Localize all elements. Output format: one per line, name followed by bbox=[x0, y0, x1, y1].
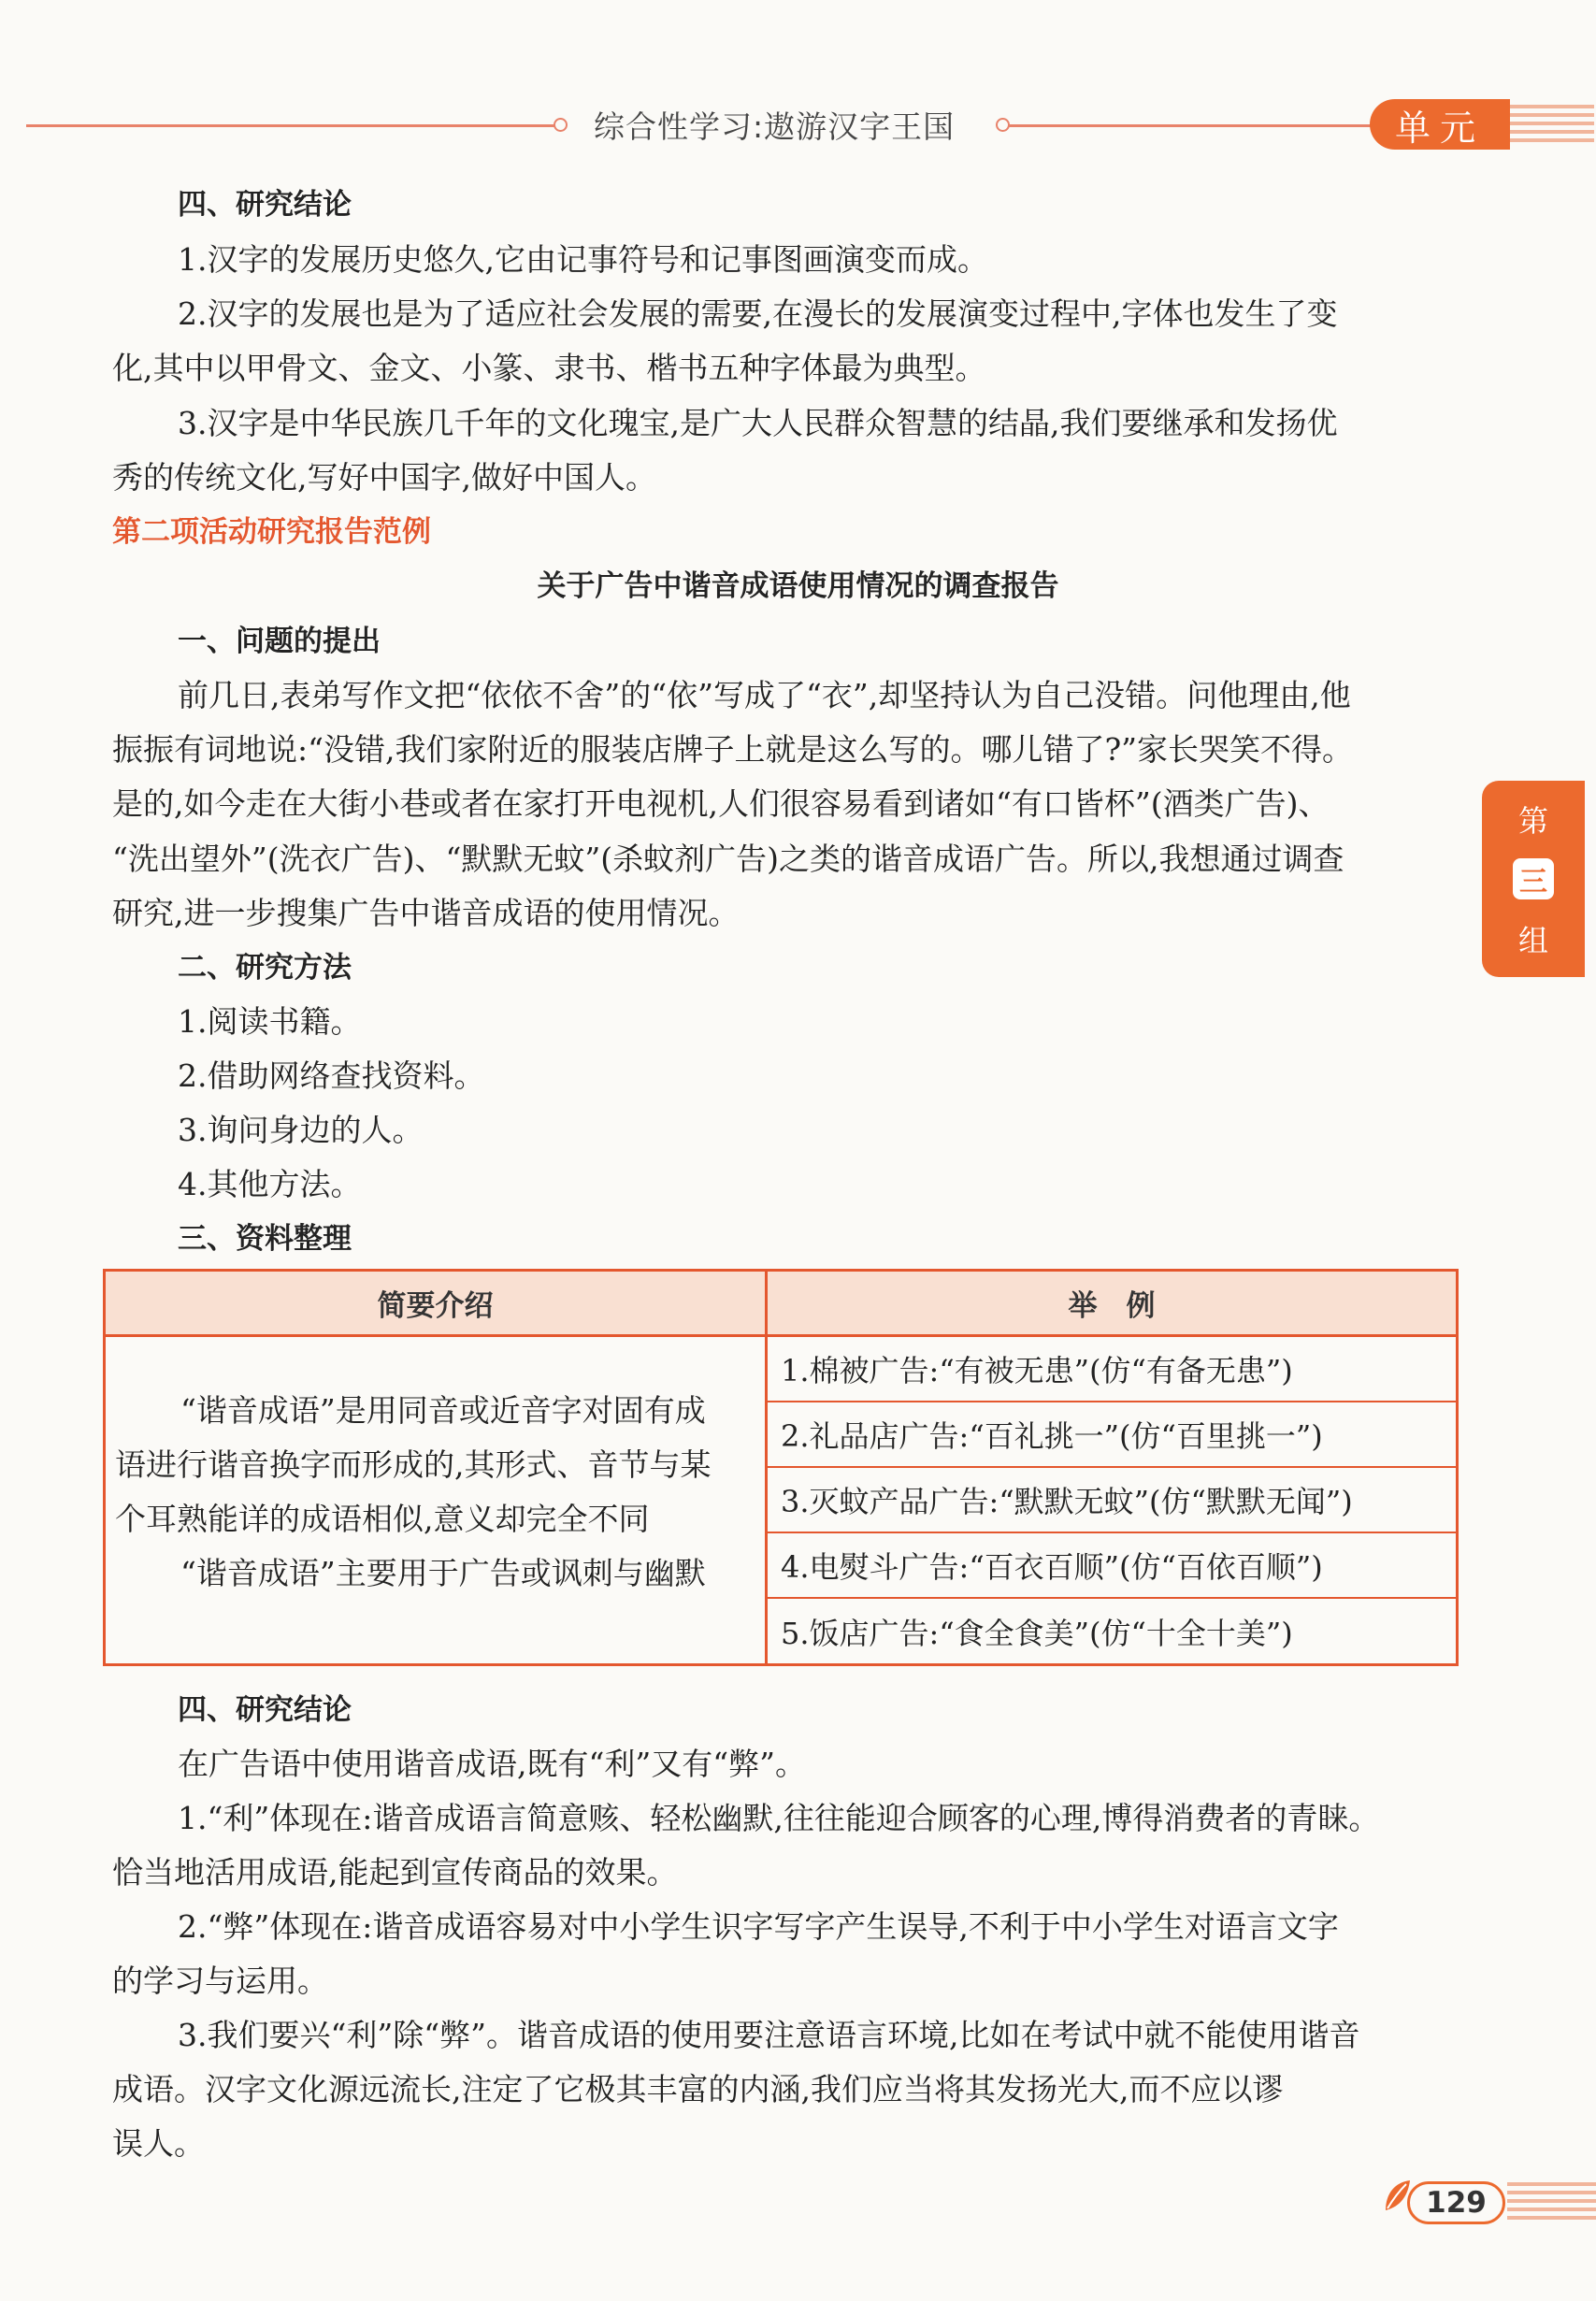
table-example-row: 1.棉被广告:“有被无患”(仿“有备无患”) bbox=[768, 1337, 1456, 1402]
side-tab-top: 第 bbox=[1517, 803, 1548, 839]
section-heading-methods: 二、研究方法 bbox=[178, 951, 352, 985]
section-heading-materials: 三、资料整理 bbox=[178, 1222, 352, 1256]
section-heading-problem: 一、问题的提出 bbox=[178, 625, 381, 658]
intro-line: “谐音成语”是用同音或近音字对固有成 bbox=[180, 1392, 706, 1429]
paragraph-line: 化,其中以甲骨文、金文、小篆、隶书、楷书五种字体最为典型。 bbox=[112, 350, 986, 386]
example-title: 第二项活动研究报告范例 bbox=[112, 515, 431, 549]
paragraph-line: 2.汉字的发展也是为了适应社会发展的需要,在漫长的发展演变过程中,字体也发生了变 bbox=[178, 295, 1338, 332]
paragraph-line: 1.“利”体现在:谐音成语言简意赅、轻松幽默,往往能迎合顾客的心理,博得消费者的青睐。 bbox=[178, 1800, 1380, 1836]
paragraph-line: 成语。汉字文化源远流长,注定了它极其丰富的内涵,我们应当将其发扬光大,而不应以谬 bbox=[112, 2071, 1284, 2107]
list-item: 2.借助网络查找资料。 bbox=[178, 1057, 485, 1094]
paragraph-line: 振振有词地说:“没错,我们家附近的服装店牌子上就是这么写的。哪儿错了?”家长哭笑不得。 bbox=[112, 731, 1354, 768]
paragraph-line: 误人。 bbox=[112, 2125, 205, 2162]
table-header-intro: 简要介绍 bbox=[106, 1272, 765, 1337]
paragraph-line: “洗出望外”(洗衣广告)、“默默无蚊”(杀蚊剂广告)之类的谐音成语广告。所以,我想通过调查 bbox=[112, 841, 1344, 877]
table-intro-cell bbox=[115, 1384, 760, 1601]
table-example-row: 5.饭店广告:“食全食美”(仿“十全十美”) bbox=[781, 1616, 1293, 1651]
footer-stripes-decoration bbox=[1507, 2182, 1596, 2223]
paragraph-line: 3.我们要兴“利”除“弊”。谐音成语的使用要注意语言环境,比如在考试中就不能使用谐音 bbox=[178, 2017, 1360, 2053]
table-header-examples: 举 例 bbox=[768, 1272, 1456, 1337]
side-tab-number: 三 bbox=[1513, 858, 1554, 899]
paragraph-line: 是的,如今走在大街小巷或者在家打开电视机,人们很容易看到诸如“有口皆杯”(酒类广告)、 bbox=[112, 785, 1330, 822]
header-dot-left bbox=[554, 118, 568, 132]
paragraph-line: 前几日,表弟写作文把“依依不舍”的“依”写成了“衣”,却坚持认为自己没错。问他理由,他 bbox=[178, 677, 1351, 713]
paragraph-line: 1.汉字的发展历史悠久,它由记事符号和记事图画演变而成。 bbox=[178, 241, 988, 278]
paragraph-line: 2.“弊”体现在:谐音成语容易对中小学生识字写字产生误导,不利于中小学生对语言文字 bbox=[178, 1908, 1339, 1945]
header-rule-left bbox=[26, 124, 559, 127]
materials-table bbox=[103, 1269, 1459, 1666]
intro-line: 语进行谐音换字而形成的,其形式、音节与某 bbox=[115, 1446, 712, 1483]
table-example-row: 4.电熨斗广告:“百衣百顺”(仿“百依百顺”) bbox=[768, 1533, 1456, 1599]
paragraph-line: 在广告语中使用谐音成语,既有“利”又有“弊”。 bbox=[178, 1746, 806, 1782]
side-tab-bottom: 组 bbox=[1517, 923, 1548, 958]
side-group-tab bbox=[1482, 781, 1585, 977]
paragraph-line: 恰当地活用成语,能起到宣传商品的效果。 bbox=[112, 1854, 678, 1891]
list-item: 4.其他方法。 bbox=[178, 1166, 362, 1202]
intro-line: 个耳熟能详的成语相似,意义却完全不同 bbox=[115, 1501, 650, 1537]
section-heading-conclusion-1: 四、研究结论 bbox=[178, 188, 352, 222]
list-item: 1.阅读书籍。 bbox=[178, 1003, 362, 1040]
paragraph-line: 秀的传统文化,写好中国字,做好中国人。 bbox=[112, 459, 656, 496]
page-number: 129 bbox=[1407, 2181, 1505, 2224]
unit-tab: 单元 bbox=[1370, 99, 1510, 150]
report-title: 关于广告中谐音成语使用情况的调查报告 bbox=[537, 569, 1059, 603]
header-title: 综合性学习:遨游汉字王国 bbox=[594, 108, 956, 145]
intro-line: “谐音成语”主要用于广告或讽刺与幽默 bbox=[180, 1555, 706, 1591]
header-stripes-decoration bbox=[1510, 105, 1594, 146]
table-example-row: 3.灭蚊产品广告:“默默无蚊”(仿“默默无闻”) bbox=[768, 1468, 1456, 1533]
table-example-row: 2.礼品店广告:“百礼挑一”(仿“百里挑一”) bbox=[768, 1402, 1456, 1468]
paragraph-line: 研究,进一步搜集广告中谐音成语的使用情况。 bbox=[112, 895, 740, 931]
paragraph-line: 的学习与运用。 bbox=[112, 1963, 328, 1999]
header-rule-right bbox=[1008, 124, 1373, 127]
list-item: 3.询问身边的人。 bbox=[178, 1112, 424, 1148]
paragraph-line: 3.汉字是中华民族几千年的文化瑰宝,是广大人民群众智慧的结晶,我们要继承和发扬优 bbox=[178, 405, 1338, 441]
section-heading-conclusion-2: 四、研究结论 bbox=[178, 1693, 352, 1727]
